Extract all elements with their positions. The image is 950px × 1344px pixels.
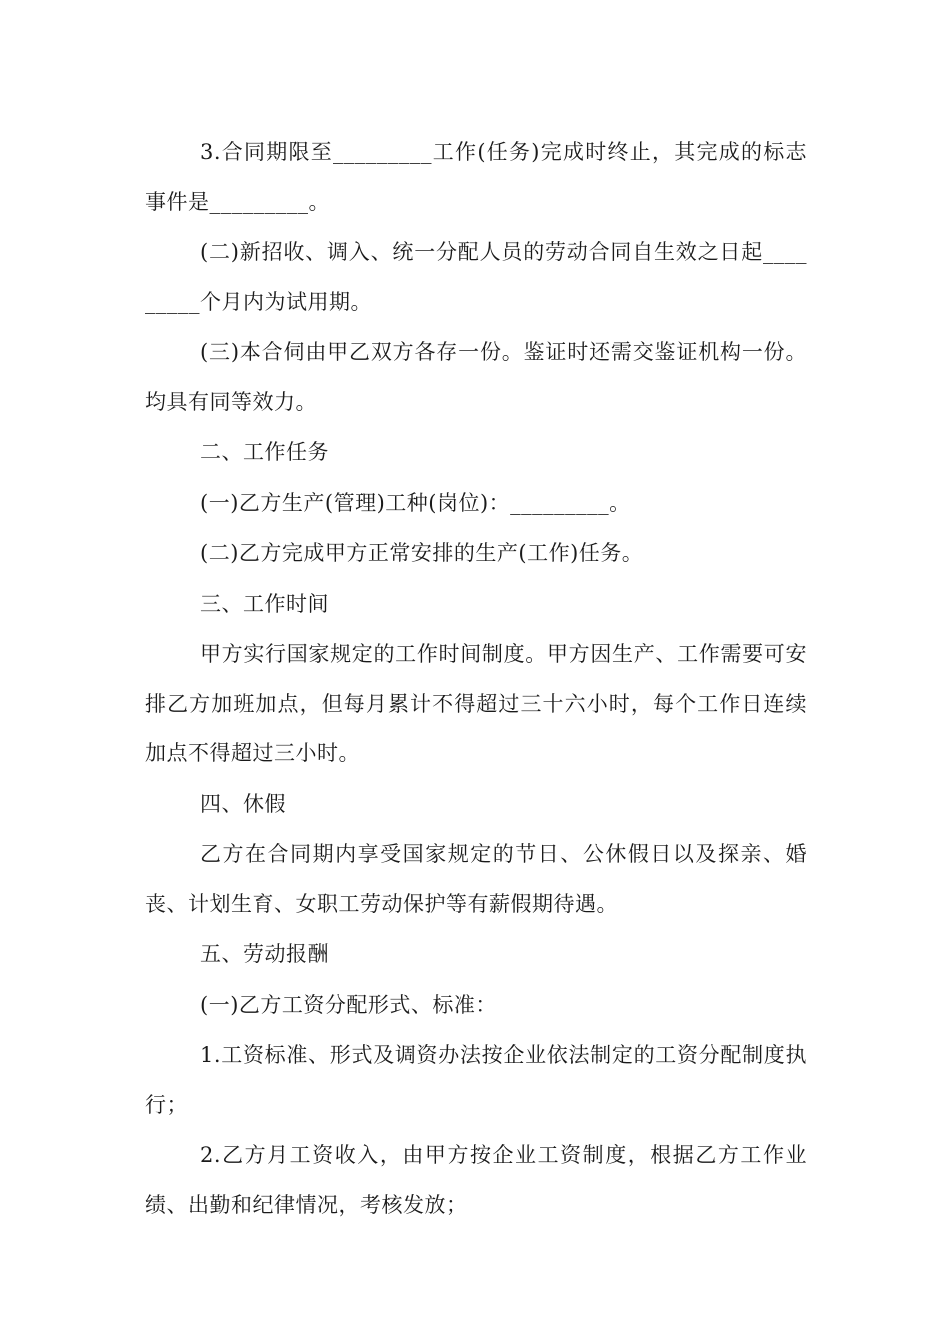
paragraph-wage-form: (一)乙方工资分配形式、标准：	[200, 992, 497, 1017]
paragraph-working-hours: 甲方实行国家规定的工作时间制度。甲方因生产、工作需要可安排乙方加班加点，但每月累计不得超过三十六小时，每个工作日连续加点不得超过三小时。	[145, 642, 807, 765]
heading-work-tasks: 二、工作任务	[200, 440, 329, 464]
paragraph-monthly-wage: 2.乙方月工资收入，由甲方按企业工资制度，根据乙方工作业绩、出勤和纪律情况，考核发放；	[145, 1143, 807, 1217]
paragraph-wage-standard: 1.工资标准、形式及调资办法按企业依法制定的工资分配制度执行；	[145, 1043, 807, 1117]
paragraph-job-type: (一)乙方生产(管理)工种(岗位)：_________。	[200, 490, 631, 515]
paragraph-task-completion: (二)乙方完成甲方正常安排的生产(工作)任务。	[200, 541, 644, 565]
heading-vacation: 四、休假	[200, 791, 286, 816]
paragraph-probation-period: (二)新招收、调入、统一分配人员的劳动合同自生效之日起_________个月内为试用期。	[145, 240, 807, 314]
document-body	[145, 128, 807, 1231]
paragraph-copies: (三)本合伺由甲乙双方各存一份。鉴证时还需交鉴证机构一份。均具有同等效力。	[145, 340, 807, 414]
heading-remuneration: 五、劳动报酬	[200, 942, 329, 966]
paragraph-vacation: 乙方在合同期内享受国家规定的节日、公休假日以及探亲、婚丧、计划生育、女职工劳动保护等有薪假期待遇。	[145, 842, 807, 916]
heading-working-hours: 三、工作时间	[200, 591, 329, 616]
paragraph-contract-term: 3.合同期限至_________工作(任务)完成时终止，其完成的标志事件是_________。	[145, 140, 807, 214]
